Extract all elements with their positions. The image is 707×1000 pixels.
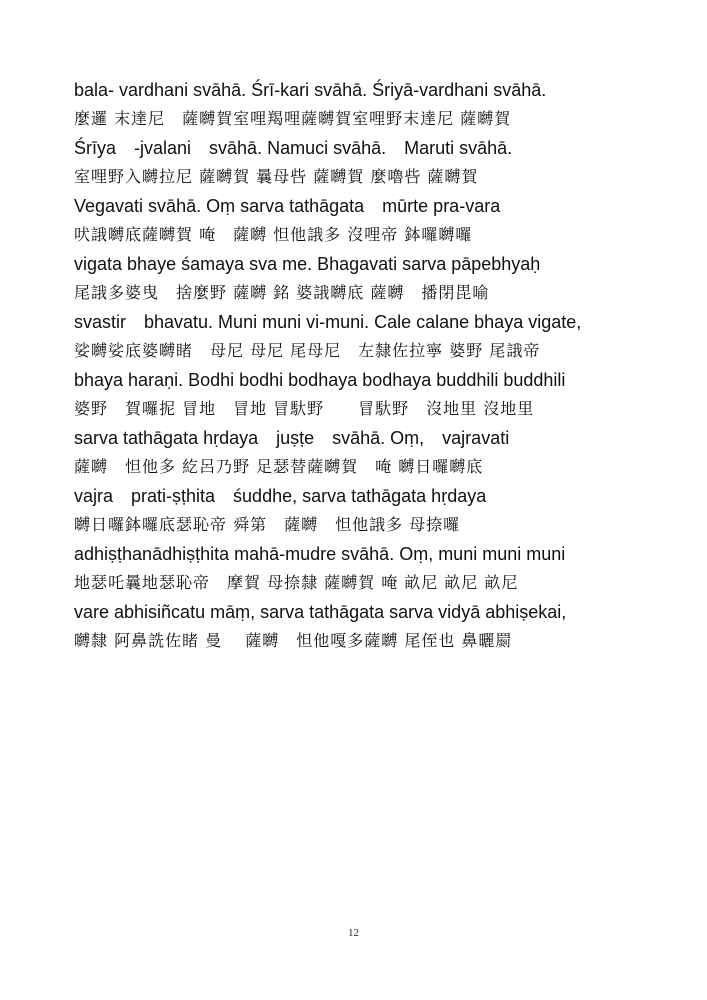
text-line-chinese: 嚩日囉鉢囉底瑟恥帝 舜第 薩嚩 怛他誐多 母捺囉: [74, 515, 461, 534]
text-line-romanized: vare abhisiñcatu māṃ, sarva tathāgata sarva vidyā abhiṣekai,: [74, 602, 567, 622]
text-line-chinese: 薩嚩 怛他多 紇呂乃野 足瑟替薩嚩賀 唵 嚩日囉嚩底: [74, 457, 484, 476]
text-line-romanized: bala- vardhani svāhā. Śrī-kari svāhā. Śriyā-vardhani svāhā.: [74, 80, 547, 100]
text-line-romanized: adhiṣṭhanādhiṣṭhita mahā-mudre svāhā. Oṃ, muni muni muni: [74, 544, 566, 564]
text-line-romanized: Śrīya -jvalani svāhā. Namuci svāhā. Maruti svāhā.: [74, 138, 513, 158]
text-line-chinese: 地瑟吒曩地瑟恥帝 摩賀 母捺隸 薩嚩賀 唵 畝尼 畝尼 畝尼: [74, 573, 519, 592]
text-line-chinese: 吠誐嚩底薩嚩賀 唵 薩嚩 怛他誐多 沒哩帝 鉢囉嚩囉: [74, 225, 473, 244]
text-line-chinese: 室哩野入嚩拉尼 薩嚩賀 曩母呰 薩嚩賀 麼嚕呰 薩嚩賀: [74, 167, 479, 186]
text-line-romanized: sarva tathāgata hṛdaya juṣṭe svāhā. Oṃ, vajravati: [74, 428, 510, 448]
text-line-romanized: svastir bhavatu. Muni muni vi-muni. Cale calane bhaya vigate,: [74, 312, 582, 332]
text-line-chinese: 麼邏 末達尼 薩嚩賀室哩羯哩薩嚩賀室哩野末達尼 薩嚩賀: [74, 109, 512, 128]
text-line-chinese: 婆野 賀囉抳 冒地 冒地 冒馱野 冒馱野 沒地里 沒地里: [74, 399, 535, 418]
text-line-chinese: 娑嚩娑底婆嚩睹 母尼 母尼 尾母尼 左隸佐拉寧 婆野 尾誐帝: [74, 341, 541, 360]
text-line-romanized: vajra prati-ṣṭhita śuddhe, sarva tathāgata hṛdaya: [74, 486, 487, 506]
text-line-chinese: 嚩隸 阿鼻詵佐睹 曼 薩嚩 怛他嘎多薩嚩 尾侄也 鼻曬罽: [74, 631, 513, 650]
text-line-chinese: 尾誐多婆曳 捨麼野 薩嚩 銘 婆誐嚩底 薩嚩 播閉毘喻: [74, 283, 490, 302]
text-body: [74, 78, 674, 658]
page-number: 12: [348, 927, 359, 939]
text-line-romanized: Vegavati svāhā. Oṃ sarva tathāgata mūrte pra-vara: [74, 196, 501, 216]
text-line-romanized: vigata bhaye śamaya sva me. Bhagavati sarva pāpebhyaḥ: [74, 254, 541, 274]
text-line-romanized: bhaya haraṇi. Bodhi bodhi bodhaya bodhaya buddhili buddhili: [74, 370, 566, 390]
